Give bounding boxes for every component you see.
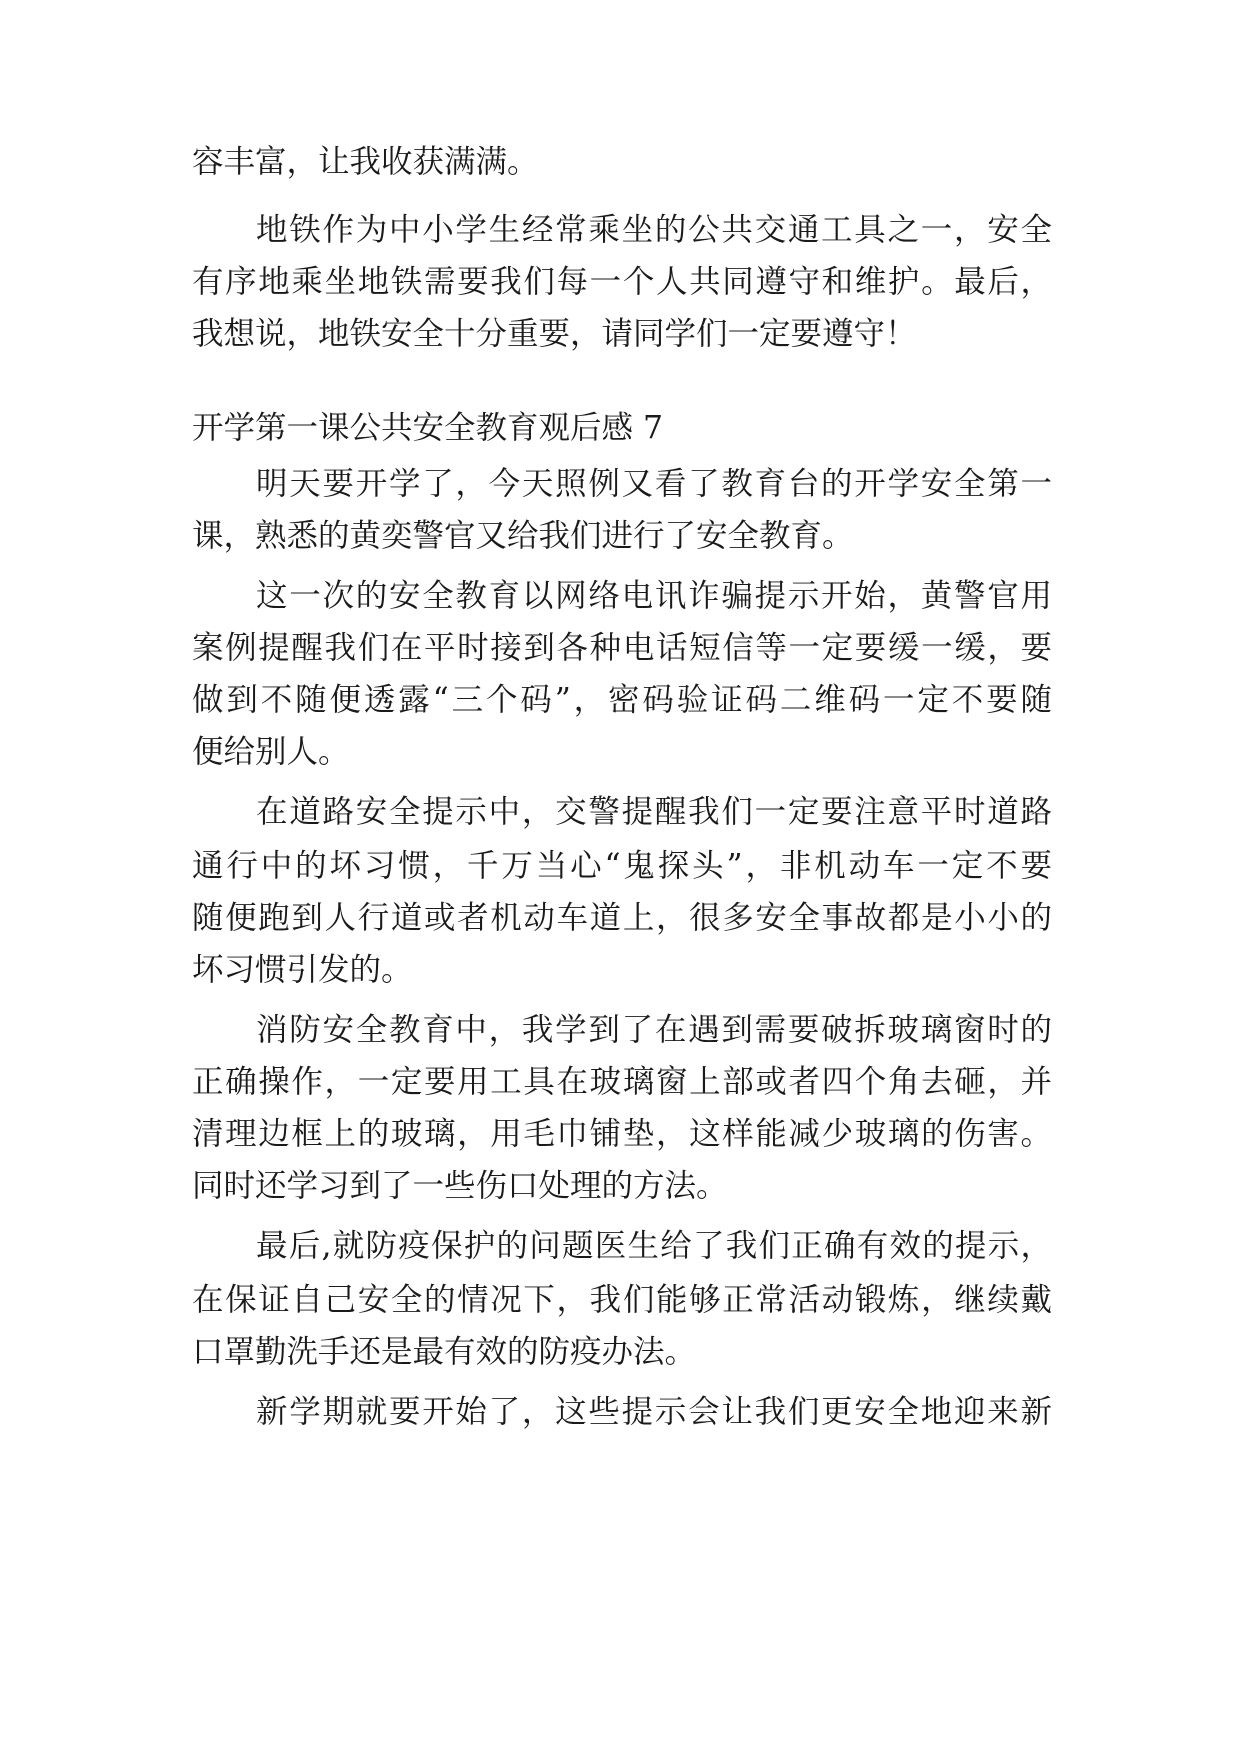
paragraph-line: 做到不随便透露“三个码”，密码验证码二维码一定不要随 xyxy=(192,682,1052,718)
paragraph-line: 新学期就要开始了，这些提示会让我们更安全地迎来新 xyxy=(256,1394,1052,1430)
section-heading: 开学第一课公共安全教育观后感 7 xyxy=(192,410,664,446)
paragraph-line: 在保证自己安全的情况下，我们能够正常活动锻炼，继续戴 xyxy=(192,1282,1052,1318)
paragraph-line: 消防安全教育中，我学到了在遇到需要破拆玻璃窗时的 xyxy=(256,1012,1052,1048)
paragraph-line: 有序地乘坐地铁需要我们每一个人共同遵守和维护。最后， xyxy=(192,264,1052,300)
paragraph-line: 通行中的坏习惯，千万当心“鬼探头”，非机动车一定不要 xyxy=(192,848,1052,884)
paragraph-line: 案例提醒我们在平时接到各种电话短信等一定要缓一缓，要 xyxy=(192,630,1052,666)
paragraph-line: 最后,就防疫保护的问题医生给了我们正确有效的提示， xyxy=(256,1228,1052,1264)
paragraph-line: 口罩勤洗手还是最有效的防疫办法。 xyxy=(192,1334,697,1370)
paragraph-line: 明天要开学了，今天照例又看了教育台的开学安全第一 xyxy=(256,466,1052,502)
paragraph-line: 随便跑到人行道或者机动车道上，很多安全事故都是小小的 xyxy=(192,900,1052,936)
paragraph-line: 我想说，地铁安全十分重要，请同学们一定要遵守！ xyxy=(192,316,917,352)
paragraph-line: 地铁作为中小学生经常乘坐的公共交通工具之一，安全 xyxy=(256,212,1052,248)
paragraph-line: 清理边框上的玻璃，用毛巾铺垫，这样能减少玻璃的伤害。 xyxy=(192,1116,1052,1152)
paragraph-line: 同时还学习到了一些伤口处理的方法。 xyxy=(192,1168,728,1204)
paragraph-line: 课，熟悉的黄奕警官又给我们进行了安全教育。 xyxy=(192,518,854,554)
paragraph-line: 这一次的安全教育以网络电讯诈骗提示开始，黄警官用 xyxy=(256,578,1052,614)
paragraph-line: 便给别人。 xyxy=(192,734,350,770)
paragraph-line: 在道路安全提示中，交警提醒我们一定要注意平时道路 xyxy=(256,794,1052,830)
continuation-line: 容丰富，让我收获满满。 xyxy=(192,144,539,180)
paragraph-line: 正确操作，一定要用工具在玻璃窗上部或者四个角去砸，并 xyxy=(192,1064,1052,1100)
paragraph-line: 坏习惯引发的。 xyxy=(192,952,413,988)
